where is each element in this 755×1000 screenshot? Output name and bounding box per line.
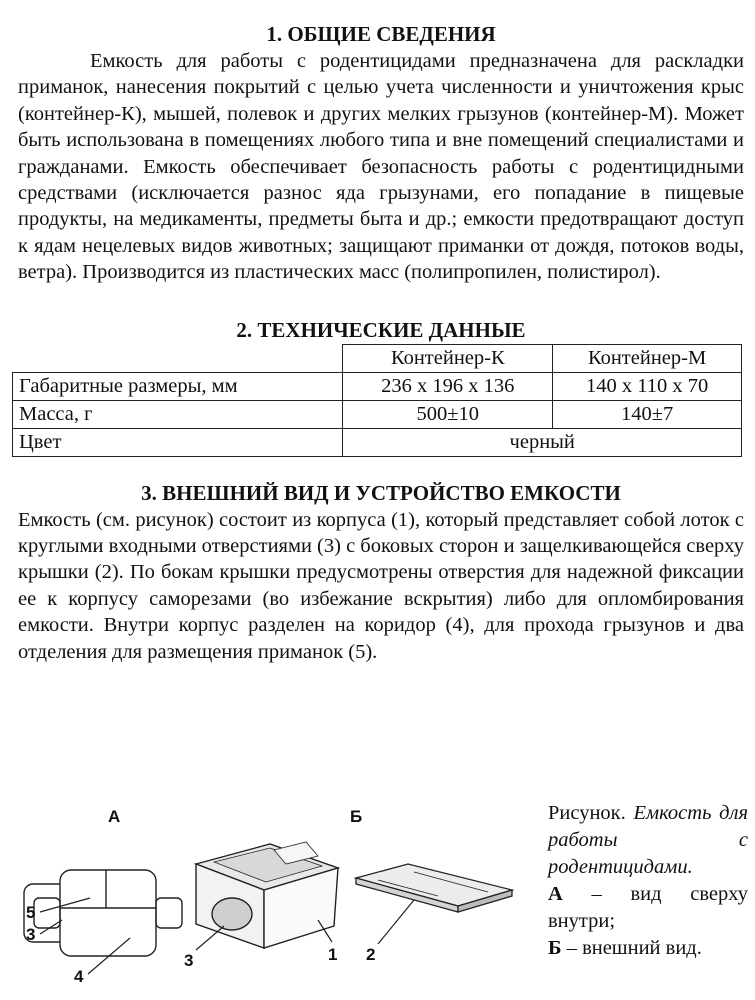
document-page xyxy=(18,18,744,665)
caption-prefix: Рисунок. xyxy=(548,802,626,824)
spec-row-label: Габаритные размеры, мм xyxy=(13,372,343,400)
spec-cell-m: 140 х 110 х 70 xyxy=(553,372,742,400)
table-row xyxy=(13,372,742,400)
spec-header-empty-cell xyxy=(13,344,343,372)
caption-title: Емкость для работы с родентицидами. xyxy=(548,802,748,878)
callout-line-lid xyxy=(378,900,414,944)
table-row xyxy=(13,400,742,428)
legend-a-key: А xyxy=(548,883,563,905)
legend-b-key: Б xyxy=(548,937,562,959)
spec-cell-color: черный xyxy=(343,428,742,456)
section-2-title: 2. ТЕХНИЧЕСКИЕ ДАННЫЕ xyxy=(236,317,526,342)
lid-drawing xyxy=(356,864,512,912)
container-illustration xyxy=(18,800,548,990)
spec-table-header xyxy=(13,344,742,372)
spec-table xyxy=(12,344,742,457)
view-a-label: А xyxy=(108,807,121,826)
spec-row-label: Цвет xyxy=(13,428,343,456)
spec-cell-m: 140±7 xyxy=(553,400,742,428)
view-b-label: Б xyxy=(350,807,363,826)
spec-cell-k: 236 х 196 х 136 xyxy=(343,372,553,400)
section-3-title: 3. ВНЕШНИЙ ВИД И УСТРОЙСТВО ЕМКОСТИ xyxy=(141,480,621,505)
table-row xyxy=(13,428,742,456)
legend-b-text: – внешний вид. xyxy=(561,937,702,959)
callout-1: 1 xyxy=(328,945,338,964)
callout-4: 4 xyxy=(74,967,84,986)
spec-header-container-m: Контейнер-М xyxy=(553,344,742,372)
callout-5: 5 xyxy=(26,903,36,922)
figure xyxy=(18,800,748,990)
figure-caption xyxy=(548,800,748,962)
spec-cell-k: 500±10 xyxy=(343,400,553,428)
spec-row-label: Масса, г xyxy=(13,400,343,428)
section-3-text: Емкость (см. рисунок) состоит из корпуса (1), который представляет собой лоток с круглыми входными отверстиями (3) с боковых сторон и защелкивающейся сверху крышки (2). По бокам крышки предусмотрены отверстия для надежной фиксации ее к корпусу саморезами (во избежание вскрытия) либо для опломбирования емкости. Внутри корпус разделен на коридор (4), для прохода грызунов и два отделения для размещения приманок (5). xyxy=(18,508,745,663)
callout-3: 3 xyxy=(26,925,36,944)
section-1-text: Емкость для работы с родентицидами предназначена для раскладки приманок, нанесения покрытий с целью учета численности и уничтожения крыс (контейнер-К), мышей, полевок и других мелких грызунов (контейнер-М). Может быть использована в помещениях любого типа и вне помещений специалистами и гражданами. Емкость обеспечивает безопасность работы с родентицидными средствами (исключается разнос яда грызунами, его попадание в пищевые продукты, на медикаменты, предметы быта и др.; емкости предотвращают доступ к ядам нецелевых видов животных; защищают приманки от дождя, потоков воды, ветра). Производится из пластических масс (полипропилен, полистирол). xyxy=(18,50,744,284)
callout-3: 3 xyxy=(184,951,194,970)
section-1-title: 1. ОБЩИЕ СВЕДЕНИЯ xyxy=(266,22,496,46)
top-view-drawing xyxy=(24,870,182,956)
legend-a-text: – вид сверху внутри; xyxy=(548,883,748,932)
spec-header-container-k: Контейнер-К xyxy=(343,344,553,372)
callout-2: 2 xyxy=(366,945,376,964)
